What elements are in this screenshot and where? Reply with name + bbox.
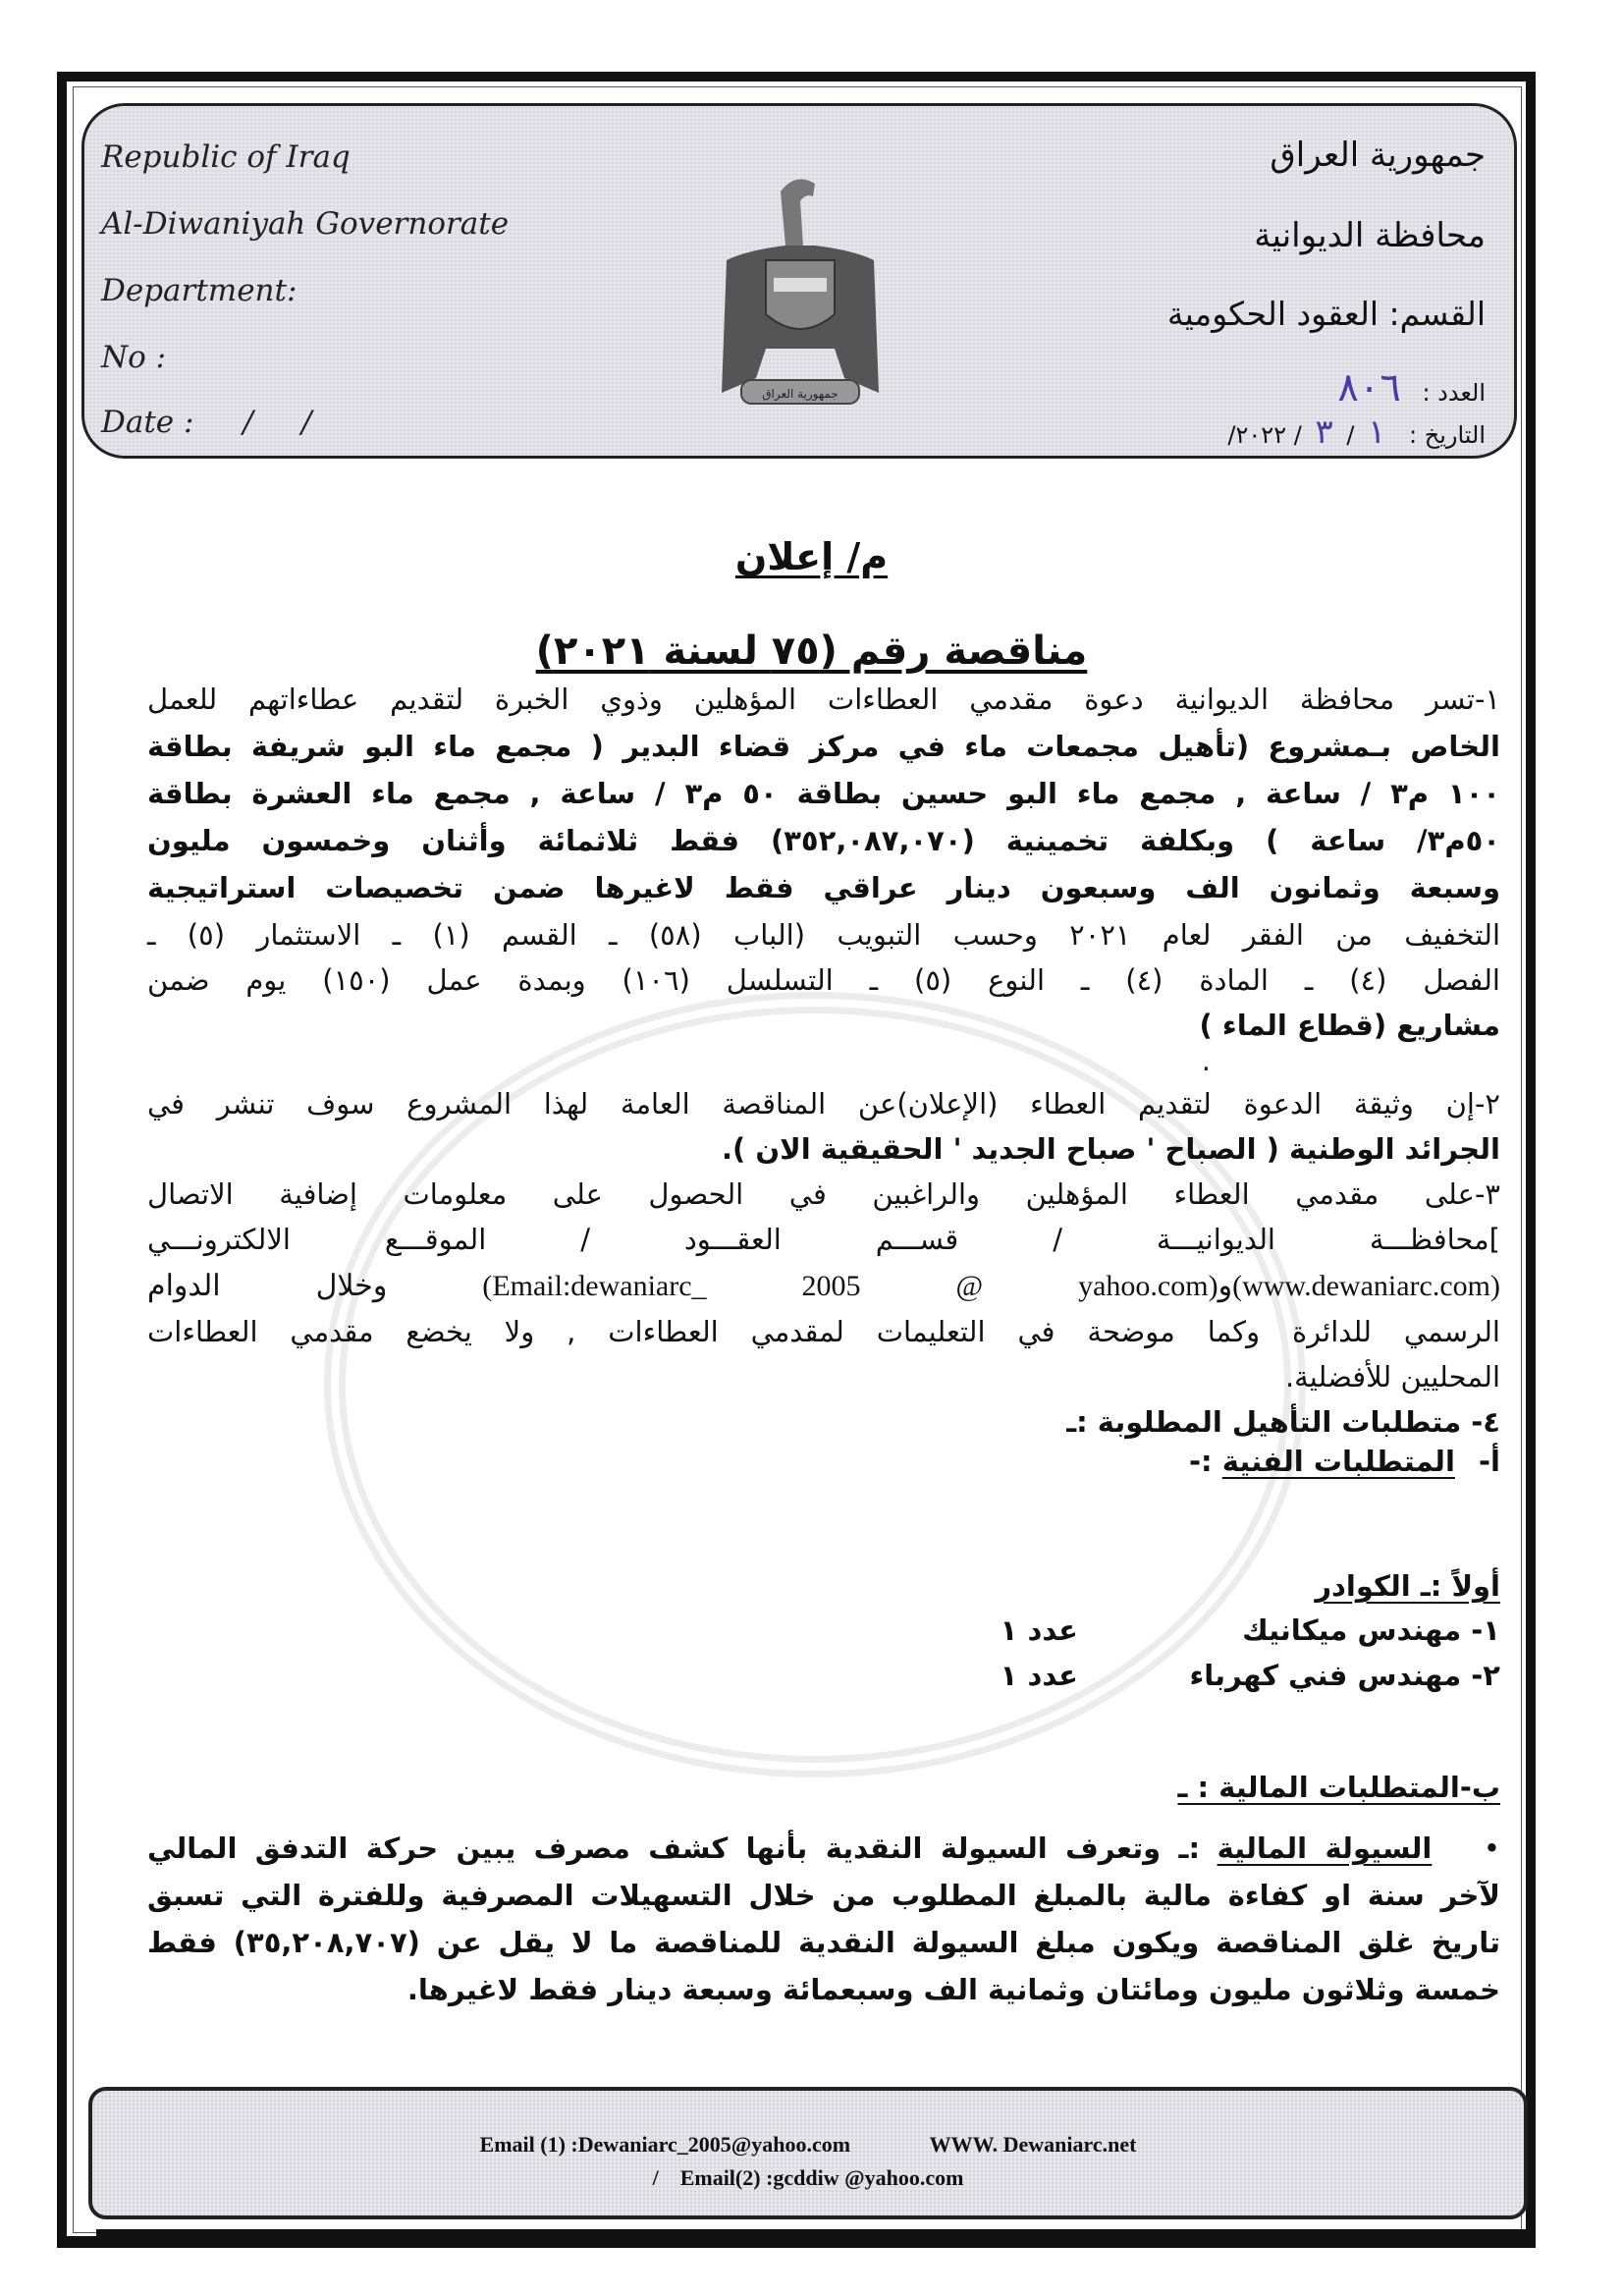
section-a-prefix: أ- <box>1479 1445 1500 1478</box>
p3-line-1: ٣-على مقدمي العطاء المؤهلين والراغبين في الحصول على معلومات إضافية الاتصال <box>147 1177 1500 1211</box>
page-title: م/ إعلان <box>734 535 889 578</box>
p3-line-2: ]محافظـــة الديوانيـــة / قســـم العقـــود / الموقـــع الالكترونـــي <box>147 1223 1500 1256</box>
header-date-day: ١ <box>1368 412 1386 452</box>
header-governorate-en: Al-Diwaniyah Governorate <box>101 206 510 242</box>
footer-contact-line-1 <box>92 2132 1524 2158</box>
header-date-label-en: Date : <box>101 405 194 440</box>
header-number-value: ٨٠٦ <box>1337 365 1401 410</box>
footer-email-1[interactable]: Email (1) :Dewaniarc_2005@yahoo.com <box>479 2132 851 2157</box>
footer-website[interactable]: WWW. Dewaniarc.net <box>929 2132 1137 2157</box>
staff-role: ١- مهندس ميكانيك <box>1242 1613 1500 1647</box>
liquidity-text-1: :ـ وتعرف السيولة النقدية بأنها كشف مصرف يبين حركة التدفق المالي <box>147 1831 1201 1865</box>
header-department-ar: القسم: العقود الحكومية <box>1166 295 1486 333</box>
header-date-en <box>101 405 311 440</box>
p3-line-3: (www.dewaniarc.com)و(Email:dewaniarc_ 2005 @ yahoo.com) وخلال الدوام <box>147 1270 1501 1302</box>
header-date-label-ar: التاريخ : <box>1408 421 1486 449</box>
p1-line-1: ١-تسر محافظة الديوانية دعوة مقدمي العطاءات المؤهلين وذوي الخبرة لتقديم عطاءاتهم للعمل <box>147 683 1500 716</box>
p1-line-5: وسبعة وثمانون الف وسبعون دينار عراقي فقط لاغيرها ضمن تخصيصات استراتيجية <box>147 871 1500 904</box>
footer-box <box>88 2087 1528 2219</box>
liquidity-line-1 <box>147 1829 1500 1868</box>
bullet-icon: • <box>1448 1831 1501 1865</box>
header-country-en: Republic of Iraq <box>101 139 351 175</box>
header-country-ar: جمهورية العراق <box>1270 136 1486 175</box>
p1-line-7: الفصل (٤) ـ المادة (٤) ـ النوع (٥) ـ التسلسل (١٠٦) وبمدة عمل (١٥٠) يوم ضمن <box>147 963 1500 997</box>
p1-line-8: مشاريع (قطاع الماء ) <box>1199 1009 1500 1042</box>
staff-row <box>147 1611 1500 1650</box>
header-department-en: Department: <box>101 273 298 308</box>
header-date-year: / ٢٠٢٢/ <box>1227 421 1302 449</box>
p1-line-4: ٥٠م٣/ ساعة ) وبكلفة تخمينية (٣٥٢,٠٨٧,٠٧٠) فقط ثلاثمائة وأثنان وخمسون مليون <box>147 824 1501 857</box>
liquidity-line-4: خمسة وثلاثون مليون ومائتان وثمانية الف وسبعمائة وسبعة دينار فقط لاغيرها. <box>406 1973 1500 2006</box>
section-a-suffix: :- <box>1189 1445 1213 1478</box>
emblem-caption: جمهورية العراق <box>762 387 839 401</box>
tender-heading: مناقصة رقم (٧٥ لسنة ٢٠٢١) <box>535 629 1088 674</box>
footer-bar <box>96 2229 1526 2243</box>
staff-count: عدد ١ <box>1000 1613 1078 1647</box>
p2-line-2: الجرائد الوطنية ( الصباح ' صباح الجديد ' الحقيقية الان ). <box>721 1132 1500 1166</box>
header-number-ar <box>1337 365 1486 410</box>
header-no-en: No : <box>101 340 167 375</box>
iraq-eagle-emblem-icon <box>687 152 913 417</box>
staff-count: عدد ١ <box>1000 1659 1078 1692</box>
section-a-heading <box>147 1442 1500 1481</box>
p1-line-9: . <box>1201 1044 1211 1077</box>
p2-line-1: ٢-إن وثيقة الدعوة لتقديم العطاء (الإعلان)عن المناقصة العامة لهذا المشروع سوف تنشر في <box>147 1087 1500 1121</box>
staff-role: ٢- مهندس فني كهرباء <box>1189 1659 1500 1692</box>
footer-email-2[interactable]: / Email(2) :gcddiw @yahoo.com <box>652 2165 964 2190</box>
staff-row <box>147 1656 1500 1695</box>
staff-heading: أولاً :ـ الكوادر <box>1315 1569 1500 1603</box>
section-4-heading: ٤- متطلبات التأهيل المطلوبة :ـ <box>1066 1405 1500 1439</box>
p1-line-6: التخفيف من الفقر لعام ٢٠٢١ وحسب التبويب (الباب (٥٨) ـ القسم (١) ـ الاستثمار (٥) ـ <box>147 918 1500 952</box>
header-date-month: ٣ <box>1315 412 1333 452</box>
liquidity-label: السيولة المالية <box>1217 1831 1433 1865</box>
p3-line-4: الرسمي للدائرة وكما موضحة في التعليمات لمقدمي العطاءات , ولا يخضع مقدمي العطاءات <box>147 1315 1500 1348</box>
p3-line-5: المحليين للأفضلية. <box>1284 1360 1500 1394</box>
liquidity-line-2: لآخر سنة او كفاءة مالية بالمبلغ المطلوب من خلال التسهيلات المصرفية وللفترة التي تسبق <box>147 1879 1500 1912</box>
p1-line-3: ١٠٠ م٣ / ساعة , مجمع ماء البو حسين بطاقة ٥٠ م٣ / ساعة , مجمع ماء العشرة بطاقة <box>147 777 1500 810</box>
section-a-title: المتطلبات الفنية <box>1221 1445 1455 1478</box>
header-governorate-ar: محافظة الديوانية <box>1254 216 1486 255</box>
section-b-heading: ب-المتطلبات المالية : ـ <box>1177 1771 1500 1804</box>
header-number-label: العدد : <box>1422 379 1486 407</box>
liquidity-line-3: تاريخ غلق المناقصة ويكون مبلغ السيولة النقدية للمناقصة ما لا يقل عن (٣٥,٢٠٨,٧٠٧) فقط <box>147 1926 1501 1959</box>
p1-line-2: الخاص بـمشروع (تأهيل مجمعات ماء في مركز قضاء البدير ( مجمع ماء البو شريفة بطاقة <box>147 730 1500 763</box>
header-date-slashes-en: / / <box>243 405 312 440</box>
header-date-ar: التاريخ : ١ / ٣ / ٢٠٢٢/ <box>1227 412 1486 452</box>
